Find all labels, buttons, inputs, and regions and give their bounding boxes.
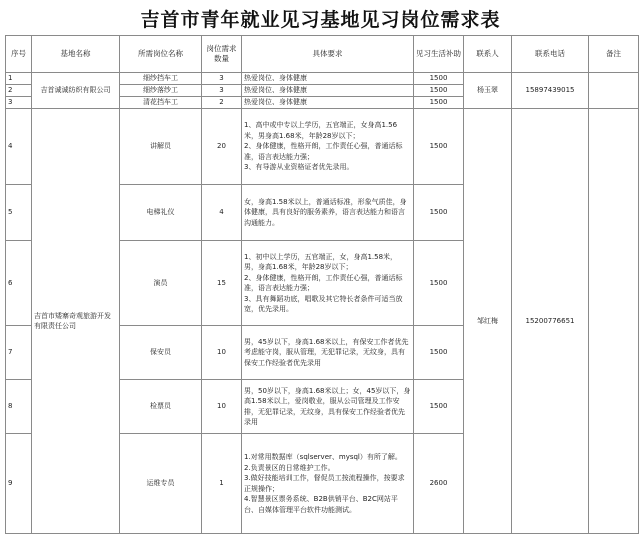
post-quantity: 10 [202, 326, 242, 380]
row-number: 3 [6, 97, 32, 109]
row-number: 6 [6, 241, 32, 326]
base-name: 吉首市矮寨奇观旅游开发有限责任公司 [32, 109, 120, 534]
requirements: 1.对常用数据库（sqlserver、mysql）有所了解。 2.负责景区的日常维护工作。 3.做好技能培训工作，督促员工按流程操作，按要求正规操作； 4.智慧景区票务系统、B2B供销平台、B2C网站平台、自媒体管理平台软件功能测试。 [242, 434, 414, 534]
header-cell: 序号 [6, 36, 32, 73]
note [589, 73, 639, 109]
requirements: 热爱岗位、身体健康 [242, 85, 414, 97]
requirements: 1、初中以上学历，五官端正，女，身高1.58米，男，身高1.68米，年龄28岁以下； 2、身体健康，性格开朗，工作责任心强，普通话标准，语言表达能力强； 3、具有舞蹈功底，唱歌及其它特长者条件可适当放宽，优先录用。 [242, 241, 414, 326]
post-name: 清花挡车工 [120, 97, 202, 109]
requirements: 热爱岗位、身体健康 [242, 97, 414, 109]
base-name: 吉首诚诚纺织有限公司 [32, 73, 120, 109]
requirements: 男，50岁以下，身高1.68米以上；女，45岁以下，身高1.58米以上，爱岗敬业，服从公司管理及工作安排，无犯罪记录，无纹身，具有保安工作经验者优先录用 [242, 380, 414, 434]
row-number: 8 [6, 380, 32, 434]
subsidy: 1500 [414, 109, 464, 185]
position-table [5, 35, 639, 534]
requirements: 女，身高1.58米以上，普通话标准，形象气质佳，身体健康，具有良好的服务素养，语言表达能力和语言沟通能力。 [242, 185, 414, 241]
requirements: 男，45岁以下，身高1.68米以上，有保安工作者优先考虑能守岗，服从管理，无犯罪记录，无纹身，具有保安工作经验者优先录用 [242, 326, 414, 380]
post-name: 细纱挡车工 [120, 73, 202, 85]
note [589, 109, 639, 534]
header-cell: 见习生活补助 [414, 36, 464, 73]
contact-person: 杨玉翠 [464, 73, 512, 109]
post-quantity: 15 [202, 241, 242, 326]
subsidy: 1500 [414, 73, 464, 85]
post-quantity: 3 [202, 73, 242, 85]
row-number: 2 [6, 85, 32, 97]
post-name: 演员 [120, 241, 202, 326]
header-cell: 所需岗位名称 [120, 36, 202, 73]
row-number: 7 [6, 326, 32, 380]
header-cell: 联系人 [464, 36, 512, 73]
post-name: 细纱落纱工 [120, 85, 202, 97]
table-row [6, 73, 639, 85]
requirements: 1、高中或中专以上学历，五官端正，女身高1.56米，男身高1.68米，年龄28岁以下； 2、身体健康，性格开朗，工作责任心强，普通话标准，语言表达能力强； 3、有导游从业资格证者优先录用。 [242, 109, 414, 185]
header-row [6, 36, 639, 73]
post-name: 保安员 [120, 326, 202, 380]
contact-phone: 15200776651 [512, 109, 589, 534]
subsidy: 1500 [414, 380, 464, 434]
header-cell: 联系电话 [512, 36, 589, 73]
post-quantity: 3 [202, 85, 242, 97]
post-quantity: 20 [202, 109, 242, 185]
subsidy: 1500 [414, 326, 464, 380]
contact-person: 邹红梅 [464, 109, 512, 534]
subsidy: 1500 [414, 241, 464, 326]
contact-phone: 15897439015 [512, 73, 589, 109]
header-cell: 岗位需求数量 [202, 36, 242, 73]
row-number: 1 [6, 73, 32, 85]
subsidy: 2600 [414, 434, 464, 534]
subsidy: 1500 [414, 185, 464, 241]
requirements: 热爱岗位、身体健康 [242, 73, 414, 85]
post-name: 检票员 [120, 380, 202, 434]
post-name: 运维专员 [120, 434, 202, 534]
post-quantity: 10 [202, 380, 242, 434]
header-cell: 具体要求 [242, 36, 414, 73]
row-number: 5 [6, 185, 32, 241]
subsidy: 1500 [414, 97, 464, 109]
post-quantity: 1 [202, 434, 242, 534]
post-quantity: 2 [202, 97, 242, 109]
post-quantity: 4 [202, 185, 242, 241]
post-name: 讲解员 [120, 109, 202, 185]
header-cell: 备注 [589, 36, 639, 73]
header-cell: 基地名称 [32, 36, 120, 73]
row-number: 9 [6, 434, 32, 534]
post-name: 电梯礼仪 [120, 185, 202, 241]
row-number: 4 [6, 109, 32, 185]
page-title: 吉首市青年就业见习基地见习岗位需求表 [140, 9, 501, 31]
table-row [6, 109, 639, 185]
subsidy: 1500 [414, 85, 464, 97]
